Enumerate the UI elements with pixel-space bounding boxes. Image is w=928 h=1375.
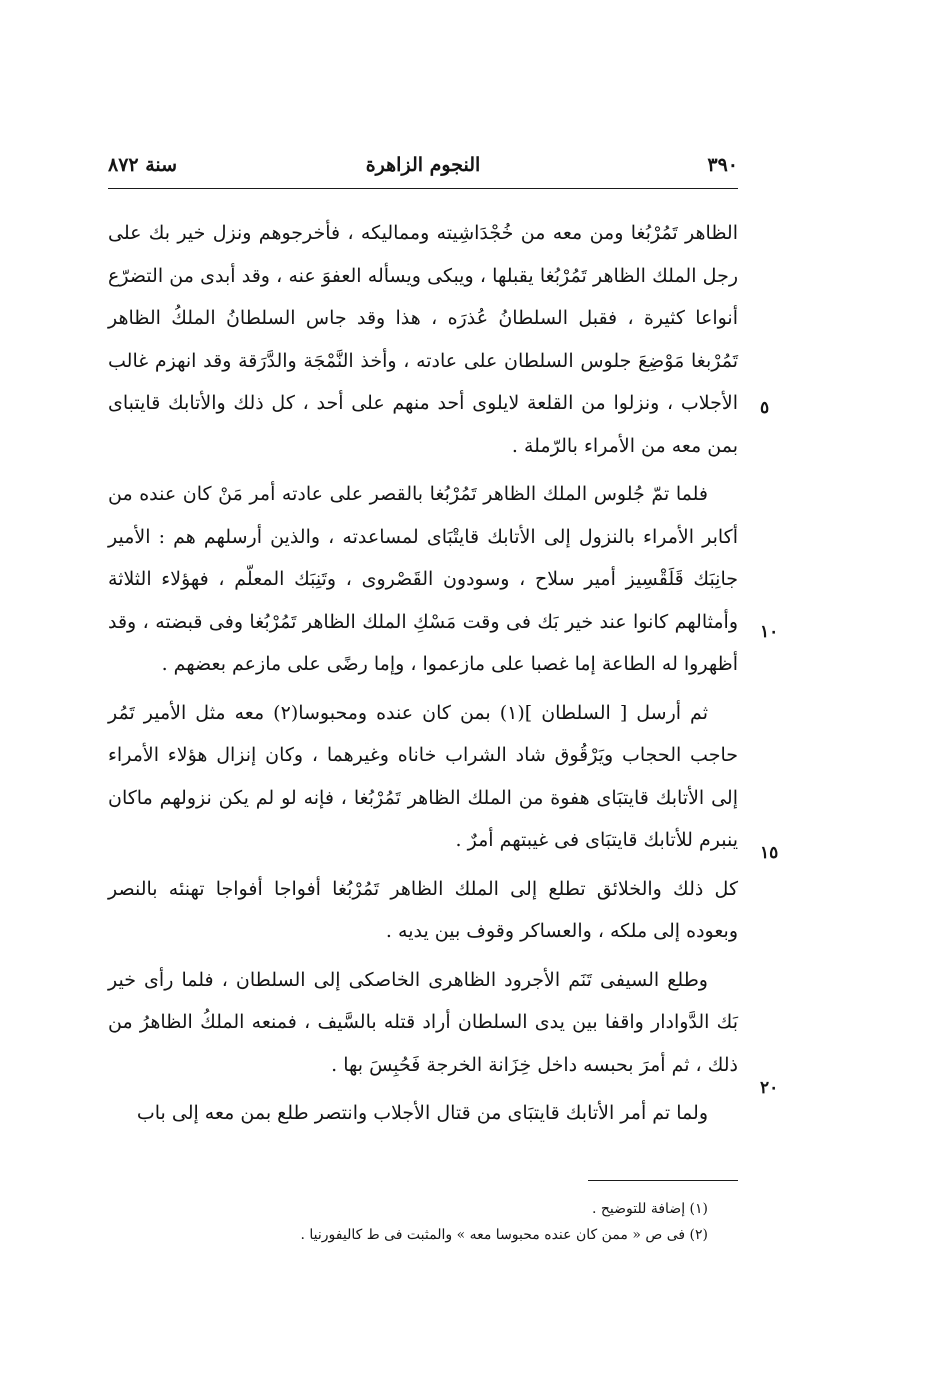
paragraph-1: الظاهر تَمُرْبُغا ومن معه من خُجْدَاشِيته ومماليكه ، فأخرجوهم ونزل خير بك على رجل الملك الظاهر تَمُرْبُغا يقبلها ، ويبكى ويسأله العفوَ عنه ، وقد أبدى من التضرّع أنواعا كثيرة ، فقبل السلطانُ عُذرَه ، هذا وقد جاس السلطانُ الملكُ الظاهر تَمُرْبغا مَوْضِعَ جلوس السلطان على عادته ، وأخذ النَّمْجَة والدَّرَقة وقد انهزم غالب الأجلاب ، ونزلوا من القلعة لايلوى أحد منهم على أحد ، كل ذلك والأتابك قايتباى بمن معه من الأمراء بالرّملة .: [108, 222, 739, 457]
line-number-20: ٢٠: [760, 1078, 779, 1098]
main-text: [108, 212, 738, 1135]
footnote-rule: [588, 1180, 738, 1181]
header-rule: [108, 188, 738, 189]
paragraph-5: وطلع السيفى تَنَم الأجرود الظاهرى الخاصكى إلى السلطان ، فلما رأى خير بَك الدَّوادار واقفا بين يدى السلطان أراد قتله بالسَّيف ، فمنعه الملكُ الظاهرُ من ذلك ، ثم أمرَ بحبسه داخل خِزَانة الخرجة فَحُبِسَ بها .: [108, 968, 738, 1076]
paragraph-3: ثم أرسل [ السلطان ](١) بمن كان عنده ومحبوسا(٢) معه مثل الأمير تَمُر حاجب الحجاب ويَرْقُوق شاد الشراب خاناه وغيرهما ، وكان إنزال هؤلاء الأمراء إلى الأتابك قايتبَاى هفوة من الملك الظاهر تَمُرْبُغا ، فإنه لو لم يكن نزولهم ماكان ينبرم للأتابك قايتبَاى فى غيبتهم أمرٌ .: [108, 701, 738, 851]
line-number-10: ١٠: [760, 622, 779, 642]
line-number-5: ٥: [760, 398, 770, 418]
year-label: سنة ٨٧٢: [108, 154, 178, 176]
page-number: ٣٩٠: [707, 154, 738, 176]
running-header: [108, 150, 738, 184]
footnote-1: (١) إضافة للتوضيح .: [591, 1201, 708, 1217]
line-number-15: ١٥: [760, 843, 779, 863]
footnote-2: (٢) فى ص « ممن كان عنده محبوسا معه » والمثبت فى ط كاليفورنيا .: [300, 1227, 708, 1243]
paragraph-4: كل ذلك والخلائق تطلع إلى الملك الظاهر تَمُرْبُغا أفواجا أفواجا تهنئه بالنصر وبعوده إلى ملكه ، والعساكر وقوف بين يديه .: [108, 877, 738, 942]
running-title: النجوم الزاهرة: [365, 154, 481, 176]
paragraph-2: فلما تمّ جُلوس الملك الظاهر تَمُرْبُغا بالقصر على عادته أمر مَنْ كان عنده من أكابر الأمراء بالنزول إلى الأتابك قايتْبَاى لمساعدته ، والذين أرسلهم هم : الأمير جانِبَك قَلَقْسِيز أمير سلاح ، وسودون القَصْروى ، وتَنِبَك المعلّم ، فهؤلاء الثلاثة وأمثالهم كانوا عند خير بَك فى وقت مَسْكِ الملك الظاهر تَمُرْبُغا وفى قبضته ، وقد أظهروا له الطاعة إما غصبا على مازعموا ، وإما رضًى على مازعم بعضهم .: [108, 483, 738, 675]
paragraph-6: ولما تم أمر الأتابك قايتبَاى من قتال الأجلاب وانتصر طلع بمن معه إلى باب: [136, 1102, 708, 1124]
footnotes: [108, 1196, 708, 1248]
